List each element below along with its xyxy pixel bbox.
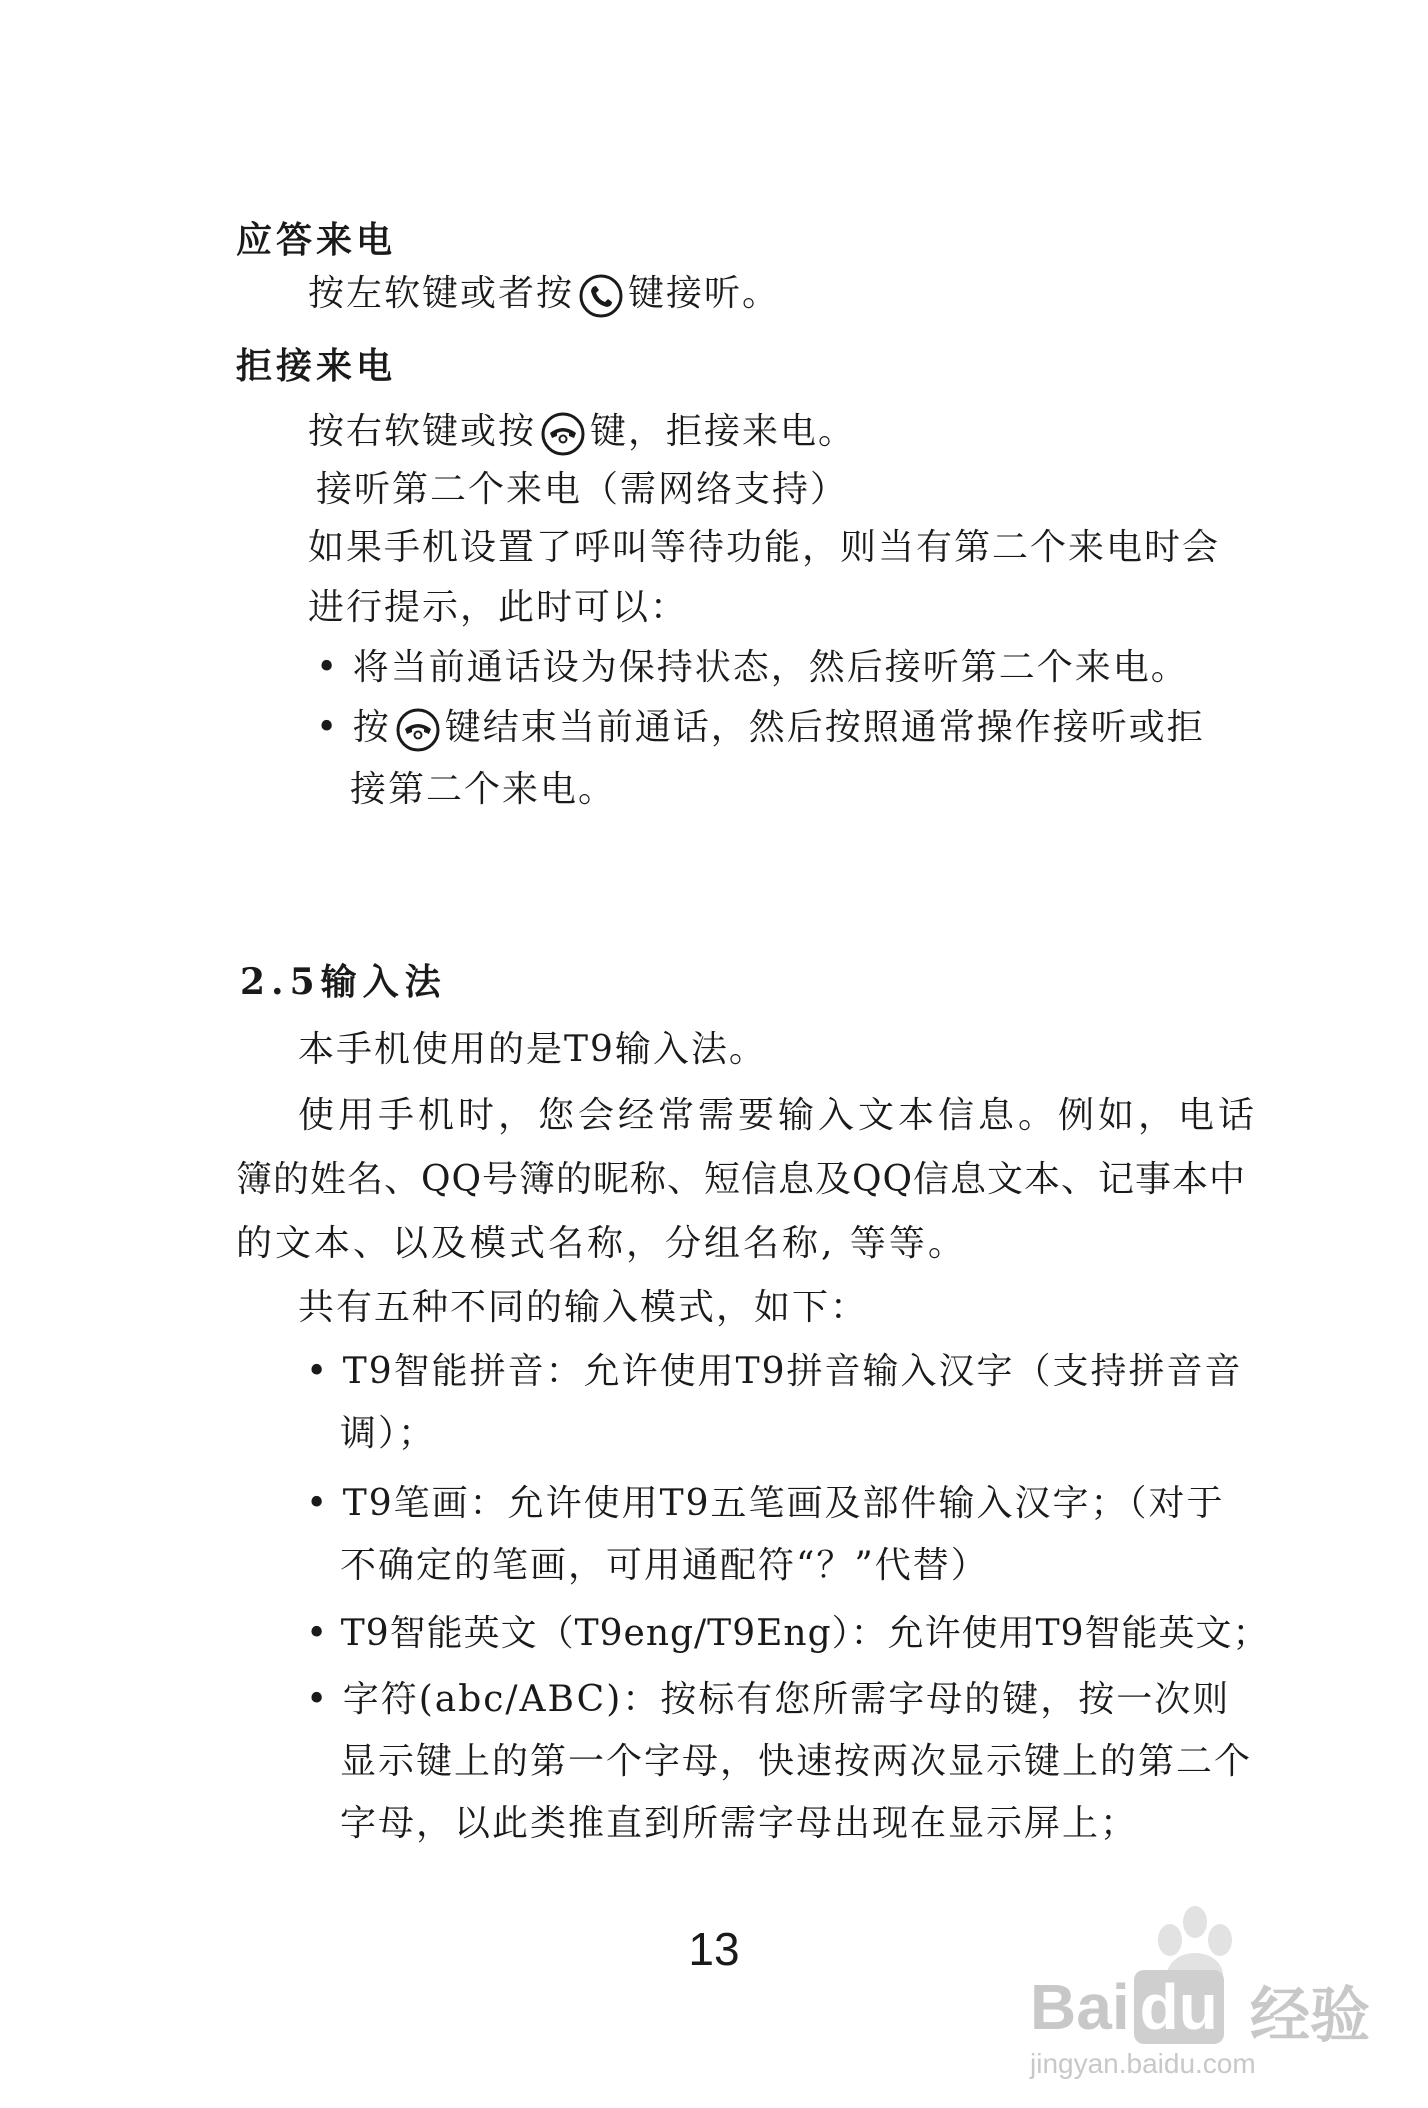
- mode-bullet-english: [306, 1612, 1270, 1656]
- input-modes-intro: 共有五种不同的输入模式，如下：: [298, 1287, 869, 1328]
- call-waiting-bullet-1: [316, 646, 1189, 690]
- call-waiting-para-1: 如果手机设置了呼叫等待功能，则当有第二个来电时会: [308, 527, 1221, 568]
- watermark-url: jingyan.baidu.com: [1030, 2048, 1256, 2079]
- input-para-line-1: 使用手机时，您会经常需要输入文本信息。例如，电话: [298, 1095, 1259, 1136]
- second-call-title: 接听第二个来电（需网络支持）: [316, 469, 849, 510]
- mode-bullet-stroke-cont: 不确定的笔画，可用通配符“？”代替）: [340, 1545, 989, 1586]
- bullet-2-text-after: 键结束当前通话，然后按照通常操作接听或拒: [444, 707, 1205, 748]
- watermark-brand-left: Bai: [1030, 1971, 1130, 2043]
- answer-call-instruction: [308, 272, 780, 319]
- answer-text-after: 键接听。: [628, 273, 781, 314]
- mode-bullet-chars-cont-1: 显示键上的第一个字母，快速按两次显示键上的第二个: [340, 1741, 1253, 1782]
- mode-bullet-stroke: [306, 1482, 1225, 1526]
- mode-english-text: T9智能英文（T9eng/T9Eng）：允许使用T9智能英文；: [340, 1613, 1270, 1654]
- baidu-watermark: [1010, 1900, 1410, 2080]
- reject-text-after: 键，拒接来电。: [590, 411, 857, 452]
- bullet-dot: •: [306, 1483, 330, 1524]
- input-intro: 本手机使用的是T9输入法。: [298, 1029, 767, 1070]
- heading-answer-call: 应答来电: [236, 219, 397, 261]
- call-waiting-bullet-2: [316, 706, 1205, 753]
- heading-input-method: 2.5输入法: [240, 961, 447, 1003]
- mode-pinyin-text: T9智能拼音：允许使用T9拼音输入汉字（支持拼音音: [342, 1351, 1243, 1392]
- heading-reject-call: 拒接来电: [236, 345, 397, 387]
- call-end-icon: [540, 411, 586, 457]
- bullet-dot: •: [306, 1679, 330, 1720]
- bullet-dot: •: [306, 1613, 329, 1654]
- bullet-dot: •: [306, 1351, 330, 1392]
- mode-bullet-pinyin-cont: 调）；: [340, 1413, 437, 1454]
- watermark-brand-right: du: [1134, 1970, 1224, 2044]
- bullet-2-text-before: 按: [352, 707, 391, 748]
- watermark-brand-cn: 经验: [1250, 1982, 1370, 2049]
- mode-bullet-chars-cont-2: 字母，以此类推直到所需字母出现在显示屏上；: [340, 1803, 1139, 1844]
- call-answer-icon: [578, 273, 624, 319]
- answer-text-before: 按左软键或者按: [308, 273, 575, 314]
- bullet-dot: •: [316, 707, 340, 748]
- call-waiting-para-2: 进行提示，此时可以：: [308, 587, 689, 628]
- input-para-line-3: 的文本、以及模式名称，分组名称, 等等。: [236, 1223, 967, 1264]
- input-para-line-2: 簿的姓名、QQ号簿的昵称、短信息及QQ信息文本、记事本中: [236, 1159, 1247, 1200]
- reject-text-before: 按右软键或按: [308, 411, 537, 452]
- bullet-1-text: 将当前通话设为保持状态，然后接听第二个来电。: [352, 647, 1189, 688]
- page-number: 13: [688, 1923, 740, 1975]
- mode-bullet-pinyin: [306, 1350, 1243, 1394]
- reject-call-instruction: [308, 410, 856, 457]
- mode-bullet-chars: [306, 1678, 1230, 1722]
- mode-chars-text: 字符(abc/ABC)：按标有您所需字母的键，按一次则: [342, 1679, 1231, 1720]
- mode-stroke-text: T9笔画：允许使用T9五笔画及部件输入汉字；（对于: [342, 1483, 1225, 1524]
- bullet-dot: •: [316, 647, 340, 688]
- call-waiting-bullet-2-cont: 接第二个来电。: [350, 769, 617, 810]
- call-end-icon: [395, 707, 441, 753]
